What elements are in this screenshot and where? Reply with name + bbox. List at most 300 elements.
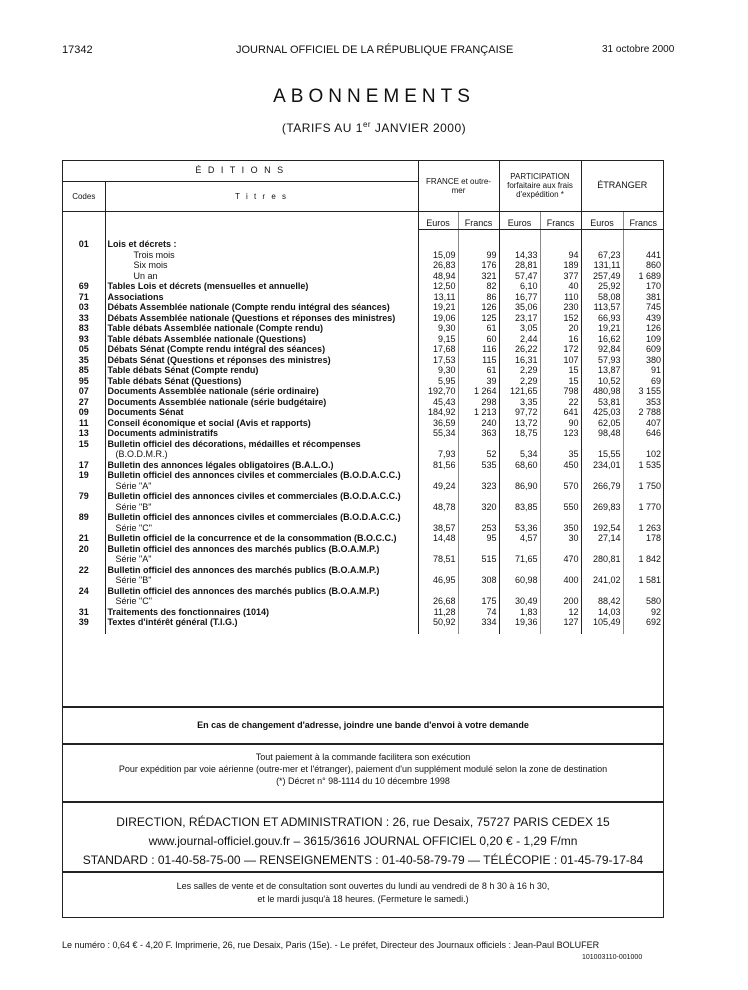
euro-value: [581, 586, 623, 597]
franc-value: 3 155: [623, 386, 663, 397]
editions-header: É D I T I O N S: [63, 161, 418, 181]
franc-value: 61: [458, 323, 499, 334]
euro-value: 269,83: [581, 502, 623, 513]
franc-value: 170: [623, 281, 663, 292]
row-code: [63, 554, 105, 565]
franc-value: [623, 239, 663, 250]
euro-value: [499, 439, 540, 450]
franc-value: 189: [540, 260, 581, 271]
row-code: [63, 449, 105, 460]
euro-value: 6,10: [499, 281, 540, 292]
row-code: [63, 260, 105, 271]
euro-value: 10,52: [581, 376, 623, 387]
row-title: Bulletin des annonces légales obligatoires (B.A.L.O.): [105, 460, 418, 471]
franc-value: 110: [540, 292, 581, 303]
franc-value: 95: [458, 533, 499, 544]
franc-value: 381: [623, 292, 663, 303]
euro-value: [418, 439, 458, 450]
euro-value: 13,87: [581, 365, 623, 376]
franc-value: 550: [540, 502, 581, 513]
row-code: 71: [78, 291, 89, 302]
euro-value: 68,60: [499, 460, 540, 471]
euro-value: 13,72: [499, 418, 540, 429]
row-title: Débats Assemblée nationale (Questions et réponses des ministres): [105, 313, 418, 324]
table-row: [63, 334, 663, 345]
euro-value: 17,53: [418, 355, 458, 366]
row-code: 09: [78, 407, 89, 417]
euro-value: 241,02: [581, 575, 623, 586]
row-code: 17: [78, 459, 89, 470]
franc-value: [540, 239, 581, 250]
franc-value: 115: [458, 355, 499, 366]
decree-note: (*) Décret n° 98-1114 du 10 décembre 1998: [276, 776, 450, 786]
franc-value: [458, 439, 499, 450]
euro-value: [581, 565, 623, 576]
euro-value: 192,54: [581, 523, 623, 534]
franc-value: 308: [458, 575, 499, 586]
payment-line: Tout paiement à la commande facilitera son exécution: [255, 752, 471, 762]
franc-value: [458, 544, 499, 555]
table-row: [63, 281, 663, 292]
franc-value: 380: [623, 355, 663, 366]
euro-value: 62,05: [581, 418, 623, 429]
euro-value: 266,79: [581, 481, 623, 492]
euro-value: 257,49: [581, 271, 623, 282]
franc-value: [623, 565, 663, 576]
row-code: [63, 502, 105, 513]
row-code: 33: [78, 312, 89, 323]
table-row: [63, 397, 663, 408]
row-title: Table débats Assemblée nationale (Compte rendu): [105, 323, 418, 334]
table-row: [63, 617, 663, 628]
issue-date: 31 octobre 2000: [602, 44, 675, 55]
euro-value: 19,06: [418, 313, 458, 324]
franc-value: 60: [458, 334, 499, 345]
tariff-table: [63, 161, 663, 634]
table-row: [63, 323, 663, 334]
euro-value: 60,98: [499, 575, 540, 586]
euro-value: 38,57: [418, 523, 458, 534]
franc-value: [623, 586, 663, 597]
franc-value: [623, 512, 663, 523]
row-code: 24: [78, 585, 89, 596]
franc-value: 152: [540, 313, 581, 324]
address-change-notice: En cas de changement d'adresse, joindre une bande d'envoi à votre demande: [197, 720, 529, 730]
row-title: Débats Assemblée nationale (Compte rendu intégral des séances): [105, 302, 418, 313]
table-row: [63, 586, 663, 597]
euro-value: 113,57: [581, 302, 623, 313]
table-row: [63, 565, 663, 576]
euro-value: 480,98: [581, 386, 623, 397]
franc-value: 20: [540, 323, 581, 334]
row-code: 03: [78, 302, 89, 312]
table-row: [63, 481, 663, 492]
euro-value: 48,94: [418, 271, 458, 282]
euro-value: 184,92: [418, 407, 458, 418]
sales-hours: et le mardi jusqu'à 18 heures. (Fermeture le samedi.): [257, 894, 469, 904]
euro-value: [581, 239, 623, 250]
euro-value: 14,33: [499, 250, 540, 261]
franc-value: 200: [540, 596, 581, 607]
table-row: [63, 418, 663, 429]
euro-value: 97,72: [499, 407, 540, 418]
euro-value: 2,29: [499, 376, 540, 387]
euro-value: 1,83: [499, 607, 540, 618]
row-title: Six mois: [105, 260, 418, 271]
euros-header: Euros: [499, 211, 540, 229]
franc-value: 407: [623, 418, 663, 429]
franc-value: 1 213: [458, 407, 499, 418]
euro-value: [499, 544, 540, 555]
row-code: 11: [78, 417, 89, 428]
franc-value: 1 535: [623, 460, 663, 471]
franc-value: 321: [458, 271, 499, 282]
row-title: Bulletin officiel des annonces civiles et commerciales (B.O.D.A.C.C.): [105, 491, 418, 502]
euro-value: [581, 544, 623, 555]
euro-value: 16,62: [581, 334, 623, 345]
franc-value: 52: [458, 449, 499, 460]
franc-value: 15: [540, 365, 581, 376]
franc-value: 40: [540, 281, 581, 292]
sales-box: [62, 872, 664, 918]
row-title: (B.O.D.M.R.): [105, 449, 418, 460]
euro-value: [499, 470, 540, 481]
row-code: 83: [78, 323, 89, 333]
row-title: Série "A": [105, 554, 418, 565]
franc-value: 102: [623, 449, 663, 460]
francs-header: Francs: [623, 211, 663, 229]
row-title: Bulletin officiel des annonces civiles et commerciales (B.O.D.A.C.C.): [105, 470, 418, 481]
row-title: Documents administratifs: [105, 428, 418, 439]
francs-header: Francs: [458, 211, 499, 229]
franc-value: 1 264: [458, 386, 499, 397]
euro-value: 425,03: [581, 407, 623, 418]
row-title: Documents Sénat: [105, 407, 418, 418]
euro-value: 58,08: [581, 292, 623, 303]
franc-value: 90: [540, 418, 581, 429]
franc-value: 298: [458, 397, 499, 408]
franc-value: [623, 491, 663, 502]
euro-value: 71,65: [499, 554, 540, 565]
franc-value: 175: [458, 596, 499, 607]
table-row: [63, 250, 663, 261]
euro-value: 48,78: [418, 502, 458, 513]
row-title: Documents Assemblée nationale (série budgétaire): [105, 397, 418, 408]
footer-code: 101003110-001000: [582, 954, 643, 961]
page-subtitle: (TARIFS AU 1er JANVIER 2000): [281, 120, 467, 135]
table-row: [63, 596, 663, 607]
franc-value: 692: [623, 617, 663, 628]
euro-value: 19,21: [418, 302, 458, 313]
journal-title: JOURNAL OFFICIEL DE LA RÉPUBLIQUE FRANÇAISE: [236, 44, 514, 56]
row-title: Série "C": [105, 523, 418, 534]
franc-value: 641: [540, 407, 581, 418]
franc-value: 320: [458, 502, 499, 513]
direction-web: www.journal-officiel.gouv.fr – 3615/3616 JOURNAL OFFICIEL 0,20 € - 1,29 F/mn: [148, 834, 578, 848]
row-title: Documents Assemblée nationale (série ordinaire): [105, 386, 418, 397]
franc-value: 646: [623, 428, 663, 439]
row-code: 05: [78, 344, 89, 354]
row-title: Bulletin officiel des annonces civiles et commerciales (B.O.D.A.C.C.): [105, 512, 418, 523]
franc-value: 116: [458, 344, 499, 355]
franc-value: 172: [540, 344, 581, 355]
table-row: [63, 271, 663, 282]
franc-value: 69: [623, 376, 663, 387]
franc-value: [458, 239, 499, 250]
table-row: [63, 470, 663, 481]
euro-value: 11,28: [418, 607, 458, 618]
euro-value: 131,11: [581, 260, 623, 271]
table-row: [63, 533, 663, 544]
row-code: [63, 271, 105, 282]
franc-value: 30: [540, 533, 581, 544]
row-code: [63, 481, 105, 492]
franc-value: 323: [458, 481, 499, 492]
franc-value: 39: [458, 376, 499, 387]
euro-value: 7,93: [418, 449, 458, 460]
euro-value: 50,92: [418, 617, 458, 628]
page-title: ABONNEMENTS: [273, 86, 475, 107]
franc-value: [540, 470, 581, 481]
franc-value: 377: [540, 271, 581, 282]
direction-phones: STANDARD : 01-40-58-75-00 — RENSEIGNEMENTS : 01-40-58-79-79 — TÉLÉCOPIE : 01-45-79-17-84: [82, 853, 644, 867]
euros-header: Euros: [418, 211, 458, 229]
francs-header: Francs: [540, 211, 581, 229]
table-row: [63, 313, 663, 324]
euro-value: 45,43: [418, 397, 458, 408]
table-row: [63, 449, 663, 460]
row-code: 79: [78, 491, 89, 501]
euro-value: 27,14: [581, 533, 623, 544]
row-code: 35: [78, 354, 89, 365]
table-row: [63, 512, 663, 523]
row-code: 21: [78, 533, 89, 543]
table-row: [63, 365, 663, 376]
row-title: Table débats Sénat (Questions): [105, 376, 418, 387]
franc-value: 609: [623, 344, 663, 355]
row-code: 89: [78, 512, 89, 522]
franc-value: 535: [458, 460, 499, 471]
euro-value: 17,68: [418, 344, 458, 355]
etranger-header: ÉTRANGER: [581, 161, 663, 211]
row-title: Textes d'intérêt général (T.I.G.): [105, 617, 418, 628]
row-code: 22: [78, 564, 89, 575]
row-code: 07: [78, 386, 89, 396]
euro-value: [581, 512, 623, 523]
euro-value: [499, 512, 540, 523]
row-title: Lois et décrets :: [105, 239, 418, 250]
euro-value: 55,34: [418, 428, 458, 439]
euro-value: [581, 439, 623, 450]
table-row: [63, 554, 663, 565]
euro-value: 3,35: [499, 397, 540, 408]
franc-value: 240: [458, 418, 499, 429]
euro-value: 3,05: [499, 323, 540, 334]
euro-value: [418, 565, 458, 576]
franc-value: [623, 470, 663, 481]
franc-value: 450: [540, 460, 581, 471]
euro-value: 92,84: [581, 344, 623, 355]
euros-header: Euros: [581, 211, 623, 229]
franc-value: [623, 439, 663, 450]
euro-value: [499, 565, 540, 576]
euro-value: 19,21: [581, 323, 623, 334]
euro-value: 5,95: [418, 376, 458, 387]
franc-value: 334: [458, 617, 499, 628]
franc-value: 82: [458, 281, 499, 292]
euro-value: [581, 470, 623, 481]
row-title: Bulletin officiel des décorations, médailles et récompenses: [105, 439, 418, 450]
franc-value: 441: [623, 250, 663, 261]
franc-value: 470: [540, 554, 581, 565]
euro-value: 26,83: [418, 260, 458, 271]
franc-value: 515: [458, 554, 499, 565]
franc-value: 230: [540, 302, 581, 313]
euro-value: 12,50: [418, 281, 458, 292]
row-title: Tables Lois et décrets (mensuelles et annuelle): [105, 281, 418, 292]
row-code: [63, 575, 105, 586]
franc-value: [540, 439, 581, 450]
franc-value: 125: [458, 313, 499, 324]
euro-value: 57,93: [581, 355, 623, 366]
euro-value: 280,81: [581, 554, 623, 565]
row-title: Table débats Sénat (Compte rendu): [105, 365, 418, 376]
euro-value: [499, 491, 540, 502]
franc-value: 176: [458, 260, 499, 271]
euro-value: 83,85: [499, 502, 540, 513]
euro-value: 67,23: [581, 250, 623, 261]
euro-value: 9,15: [418, 334, 458, 345]
franc-value: 109: [623, 334, 663, 345]
euro-value: 86,90: [499, 481, 540, 492]
franc-value: 15: [540, 376, 581, 387]
row-code: 85: [78, 365, 89, 375]
euro-value: 5,34: [499, 449, 540, 460]
table-row: [63, 260, 663, 271]
euro-value: 105,49: [581, 617, 623, 628]
euro-value: 9,30: [418, 365, 458, 376]
row-title: Associations: [105, 292, 418, 303]
euro-value: [418, 512, 458, 523]
france-header: FRANCE et outre-mer: [418, 161, 499, 211]
franc-value: 1 750: [623, 481, 663, 492]
euro-value: 18,75: [499, 428, 540, 439]
euro-value: 2,44: [499, 334, 540, 345]
table-row: [63, 376, 663, 387]
euro-value: 26,22: [499, 344, 540, 355]
euro-value: 13,11: [418, 292, 458, 303]
franc-value: 363: [458, 428, 499, 439]
franc-value: 745: [623, 302, 663, 313]
euro-value: 14,48: [418, 533, 458, 544]
table-row: [63, 386, 663, 397]
table-row: [63, 239, 663, 250]
euro-value: 14,03: [581, 607, 623, 618]
row-code: 13: [78, 428, 89, 438]
euro-value: 78,51: [418, 554, 458, 565]
row-title: Table débats Assemblée nationale (Questions): [105, 334, 418, 345]
franc-value: 350: [540, 523, 581, 534]
franc-value: [458, 565, 499, 576]
payment-box: [62, 744, 664, 802]
euro-value: 98,48: [581, 428, 623, 439]
row-title: Conseil économique et social (Avis et rapports): [105, 418, 418, 429]
franc-value: 798: [540, 386, 581, 397]
row-code: 69: [78, 281, 89, 291]
table-row: [63, 439, 663, 450]
row-title: Bulletin officiel des annonces des marchés publics (B.O.A.M.P.): [105, 544, 418, 555]
euro-value: 26,68: [418, 596, 458, 607]
franc-value: 860: [623, 260, 663, 271]
franc-value: 178: [623, 533, 663, 544]
euro-value: [418, 470, 458, 481]
euro-value: 2,29: [499, 365, 540, 376]
euro-value: [418, 586, 458, 597]
table-row: [63, 544, 663, 555]
euro-value: 35,06: [499, 302, 540, 313]
euro-value: 53,36: [499, 523, 540, 534]
euro-value: 88,42: [581, 596, 623, 607]
franc-value: 94: [540, 250, 581, 261]
table-row: [63, 302, 663, 313]
table-row: [63, 355, 663, 366]
row-title: Série "B": [105, 575, 418, 586]
franc-value: 35: [540, 449, 581, 460]
euro-value: 15,09: [418, 250, 458, 261]
row-code: [63, 523, 105, 534]
row-code: 19: [78, 470, 89, 480]
franc-value: 99: [458, 250, 499, 261]
franc-value: 439: [623, 313, 663, 324]
titres-header: T i t r e s: [105, 181, 418, 211]
table-row: [63, 428, 663, 439]
franc-value: 400: [540, 575, 581, 586]
tariff-table-box: [62, 160, 664, 707]
row-title: Bulletin officiel des annonces des marchés publics (B.O.A.M.P.): [105, 586, 418, 597]
franc-value: 580: [623, 596, 663, 607]
sales-hours: Les salles de vente et de consultation sont ouvertes du lundi au vendredi de 8 h 30 à 16 h 30,: [176, 881, 550, 891]
euro-value: 28,81: [499, 260, 540, 271]
row-title: Trois mois: [105, 250, 418, 261]
page-number: 17342: [62, 44, 93, 56]
franc-value: [623, 544, 663, 555]
franc-value: 126: [623, 323, 663, 334]
franc-value: 353: [623, 397, 663, 408]
franc-value: [540, 586, 581, 597]
row-code: [63, 250, 105, 261]
euro-value: 19,36: [499, 617, 540, 628]
row-title: Débats Sénat (Compte rendu intégral des séances): [105, 344, 418, 355]
euro-value: [418, 239, 458, 250]
table-row: [63, 407, 663, 418]
payment-line: Pour expédition par voie aérienne (outre-mer et l'étranger), paiement d'un supplément modulé selon la zone de destination: [118, 764, 608, 774]
table-row: [63, 292, 663, 303]
row-code: [63, 596, 105, 607]
franc-value: 12: [540, 607, 581, 618]
participation-header: PARTICIPATION forfaitaire aux frais d'expédition *: [499, 161, 581, 211]
franc-value: [540, 544, 581, 555]
franc-value: 126: [458, 302, 499, 313]
euro-value: 16,77: [499, 292, 540, 303]
table-row: [63, 575, 663, 586]
franc-value: [540, 565, 581, 576]
euro-value: 9,30: [418, 323, 458, 334]
footer-line: Le numéro : 0,64 € - 4,20 F. Imprimerie, 26, rue Desaix, Paris (15e). - Le préfet, Directeur des Journaux officiels : Jean-Paul BOLUFER: [62, 940, 600, 950]
euro-value: 53,81: [581, 397, 623, 408]
codes-header: Codes: [63, 181, 105, 211]
euro-value: 192,70: [418, 386, 458, 397]
franc-value: [540, 491, 581, 502]
